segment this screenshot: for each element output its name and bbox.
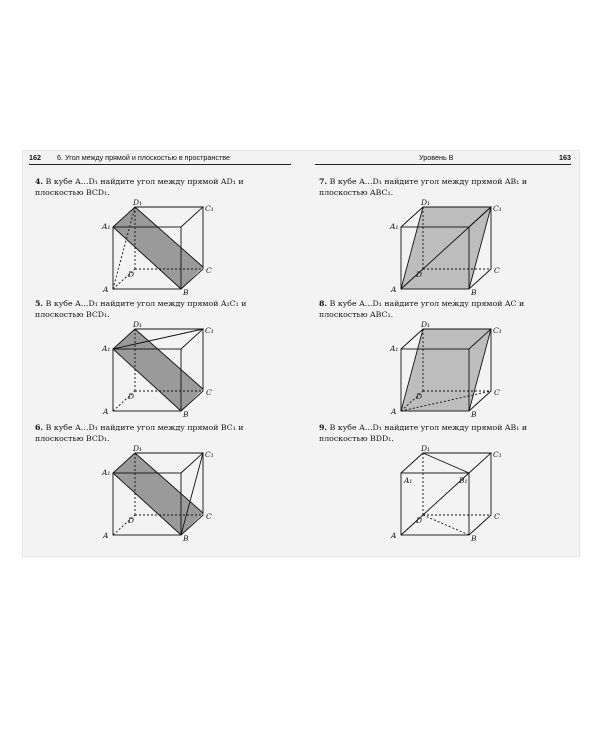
vertex-label: A₁ <box>390 344 399 353</box>
vertex-label: A <box>391 531 397 540</box>
vertex-label: D₁ <box>421 199 431 207</box>
vertex-label: A <box>103 285 109 294</box>
cube-figure-4 <box>99 199 214 295</box>
vertex-label: B <box>183 288 189 295</box>
vertex-label: B₁ <box>459 476 468 485</box>
problem-text: В кубе A…D₁ найдите угол между прямой AD₁ и плоскостью BCD₁. <box>35 177 244 197</box>
vertex-label: A₁ <box>404 476 413 485</box>
vertex-label: D₁ <box>133 321 143 329</box>
problem-text: В кубе A…D₁ найдите угол между прямой AB₁ и плоскостью BDD₁. <box>319 423 528 443</box>
problem-number: 9. <box>319 423 328 432</box>
problem-5 <box>35 299 291 320</box>
problem-number: 6. <box>35 423 44 432</box>
vertex-label: A <box>391 285 397 294</box>
cube-figure-9 <box>387 445 502 541</box>
vertex-label: C <box>206 512 212 521</box>
left-running-title: 6. Угол между прямой и плоскостью в пространстве <box>57 153 231 162</box>
problem-number: 7. <box>319 177 328 186</box>
vertex-label: D₁ <box>421 321 431 329</box>
vertex-label: D <box>416 270 423 279</box>
vertex-label: A <box>391 407 397 416</box>
vertex-label: B <box>183 534 189 541</box>
right-running-title: Уровень B <box>419 153 454 162</box>
problem-7 <box>319 177 571 198</box>
vertex-label: C <box>206 266 212 275</box>
vertex-label: D <box>128 392 135 401</box>
vertex-label: D₁ <box>133 199 143 207</box>
vertex-label: A <box>103 407 109 416</box>
vertex-label: D <box>128 516 135 525</box>
left-page-number: 162 <box>29 153 41 162</box>
left-running-head <box>29 153 230 162</box>
vertex-label: A₁ <box>102 222 111 231</box>
vertex-label: C <box>494 512 500 521</box>
right-header-rule <box>315 164 571 165</box>
problem-number: 4. <box>35 177 44 186</box>
problem-4 <box>35 177 291 198</box>
vertex-label: C₁ <box>493 204 502 213</box>
vertex-label: D <box>416 516 423 525</box>
left-page <box>23 151 301 556</box>
problem-text: В кубе A…D₁ найдите угол между прямой AC и плоскостью ABC₁. <box>319 299 525 319</box>
problem-text: В кубе A…D₁ найдите угол между прямой BC₁ и плоскостью BCD₁. <box>35 423 244 443</box>
problem-9 <box>319 423 571 444</box>
vertex-label: D <box>128 270 135 279</box>
cube-figure-7 <box>387 199 502 295</box>
problem-8 <box>319 299 571 320</box>
problem-text: В кубе A…D₁ найдите угол между прямой A₁C₁ и плоскостью BCD₁. <box>35 299 247 319</box>
vertex-label: A₁ <box>102 468 111 477</box>
vertex-label: C <box>494 266 500 275</box>
problem-6 <box>35 423 291 444</box>
problem-number: 5. <box>35 299 44 308</box>
vertex-label: C₁ <box>205 326 214 335</box>
vertex-label: D <box>416 392 423 401</box>
problem-number: 8. <box>319 299 328 308</box>
vertex-label: C₁ <box>493 450 502 459</box>
problem-text: В кубе A…D₁ найдите угол между прямой AB₁ и плоскостью ABC₁. <box>319 177 528 197</box>
vertex-label: C₁ <box>205 450 214 459</box>
vertex-label: C <box>206 388 212 397</box>
vertex-label: D₁ <box>421 445 431 453</box>
vertex-label: C <box>494 388 500 397</box>
vertex-label: A₁ <box>390 222 399 231</box>
cube-figure-8 <box>387 321 502 417</box>
vertex-label: B <box>183 410 189 417</box>
cube-figure-5 <box>99 321 214 417</box>
right-page <box>301 151 579 556</box>
vertex-label: B <box>471 410 477 417</box>
vertex-label: B <box>471 288 477 295</box>
book-spread <box>22 150 580 557</box>
vertex-label: D₁ <box>133 445 143 453</box>
vertex-label: A <box>103 531 109 540</box>
cube-figure-6 <box>99 445 214 541</box>
vertex-label: A₁ <box>102 344 111 353</box>
right-page-number: 163 <box>559 153 571 162</box>
left-header-rule <box>29 164 291 165</box>
vertex-label: B <box>471 534 477 541</box>
vertex-label: C₁ <box>205 204 214 213</box>
vertex-label: C₁ <box>493 326 502 335</box>
